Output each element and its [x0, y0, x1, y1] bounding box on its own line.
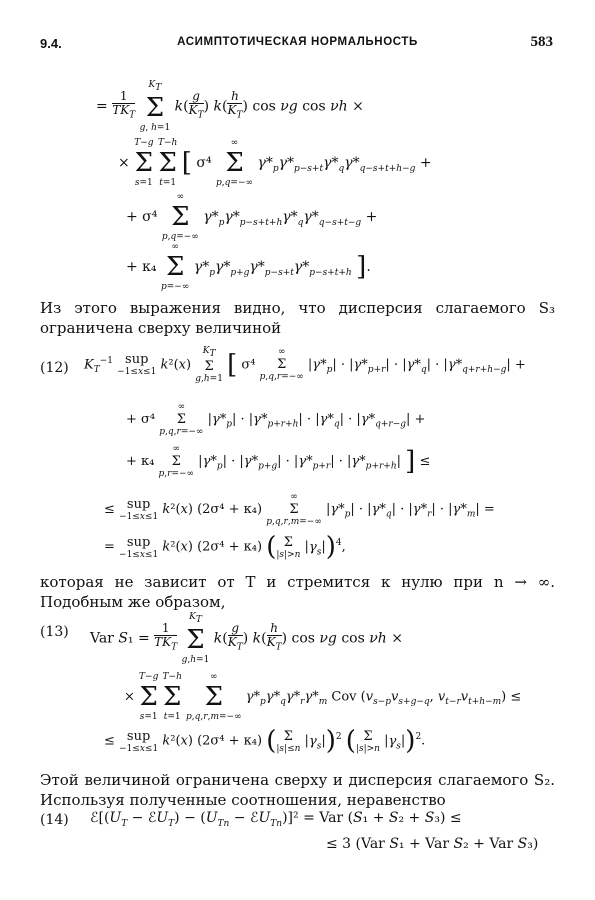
equation-13-line-2: × T−g Σ s=1 T−h Σ t=1 ∞ Σ p,q,r,m=−∞ $\gamma*_p\gamma*_q\gamma*_r\gamma*_m$ Cov ($v_{s-p}v_{s+g-q}$, $v_{t-r}v_{t+h-m}$) ≤: [124, 672, 522, 722]
equation-14-line-2: ≤ 3 (Var S₁ + Var S₂ + Var S₃): [326, 836, 539, 852]
paragraph-2: которая не зависит от T и стремится к нулю при n → ∞. Подобным же образом,: [40, 573, 555, 611]
equation-12-line-3: + κ₄ ∞ Σ p,r=−∞ $|\gamma*_p| \cdot |\gamma*_{p+g}| \cdot |\gamma*_{p+r}| \cdot |\gamma*_{p+r+h}|$ ] ≤: [126, 444, 431, 479]
equation-12-line-1: $K_T^{-1}$ sup −1≤x≤1 k²(x) $K_T$ Σ g,h=1 [ σ⁴ ∞ Σ p,q,r=−∞ $|\gamma*_p| \cdot |\gamma*_{p+r}| \cdot |\gamma*_q| \cdot |\gamma*_{q+r+h-g}|$ +: [84, 346, 526, 384]
equation-14-line-1: $ℰ[(U_T$ − ℰU$_T$) − ($U_{Tn}$ − ℰU$_{Tn}$)]² = Var (S₁ + S₂ + S₃) ≤: [90, 810, 462, 829]
equation-13-line-3: ≤ sup −1≤x≤1 k²(x) (2σ⁴ + κ₄) ( Σ |s|≤n $|\gamma_s|)^2$ ( Σ |s|>n $|\gamma_s|)^2$.: [104, 726, 426, 756]
equation-line-2: × T−g Σ s=1 T−h Σ t=1 [ σ⁴ ∞ Σ p,q=−∞ $\gamma*_p\gamma*_{p-s+t}\gamma*_q\gamma*_{q-s+t+h-g}$ +: [118, 138, 432, 188]
equation-line-3: + σ⁴ ∞ Σ p,q=−∞ $\gamma*_p\gamma*_{p-s+t+h}\gamma*_q\gamma*_{q-s+t-g}$ +: [126, 192, 378, 242]
equation-line-4: + κ₄ ∞ Σ p=−∞ $\gamma*_p\gamma*_{p+g}\gamma*_{p-s+t}\gamma*_{p-s+t+h}$ ].: [126, 242, 371, 292]
paragraph-1: Из этого выражения видно, что дисперсия слагаемого S₃ ограничена сверху величиной: [40, 299, 555, 337]
equation-number-13: (13): [40, 624, 69, 640]
equation-12-line-2: + σ⁴ ∞ Σ p,q,r=−∞ $|\gamma*_p| \cdot |\gamma*_{p+r+h}| \cdot |\gamma*_q| \cdot |\gamma*_{q+r-g}|$ +: [126, 402, 426, 437]
equation-12-line-4: ≤ sup −1≤x≤1 k²(x) (2σ⁴ + κ₄) ∞ Σ p,q,r,m=−∞ $|\gamma*_p| \cdot |\gamma*_q| \cdot |\gamma*_r| \cdot |\gamma*_m|$ =: [104, 492, 495, 527]
section-number: 9.4.: [40, 36, 62, 51]
equation-number-14: (14): [40, 812, 69, 828]
equation-13-line-1: Var S₁ = $\frac{1}{TK_T}$ $K_T$ Σ g,h=1 k( $\frac{g}{K_T}$ ) k( $\frac{h}{K_T}$ ) cos νg cos νh ×: [90, 612, 403, 665]
paragraph-3: Этой величиной ограничена сверху и дисперсия слагаемого S₂. Используя полученные соотношения, неравенство: [40, 771, 555, 809]
equation-12-line-5: = sup −1≤x≤1 k²(x) (2σ⁴ + κ₄) ( Σ |s|>n $|\gamma_s|)^4$,: [104, 532, 346, 562]
equation-number-12: (12): [40, 360, 69, 376]
page-number: 583: [530, 34, 553, 50]
equation-line-1: = $\frac{1}{TK_T}$ $K_T$ Σ g, h=1 k( $\frac{g}{K_T}$ ) k( $\frac{h}{K_T}$ ) cos νg cos νh ×: [96, 80, 364, 133]
running-title: АСИМПТОТИЧЕСКАЯ НОРМАЛЬНОСТЬ: [177, 36, 418, 48]
